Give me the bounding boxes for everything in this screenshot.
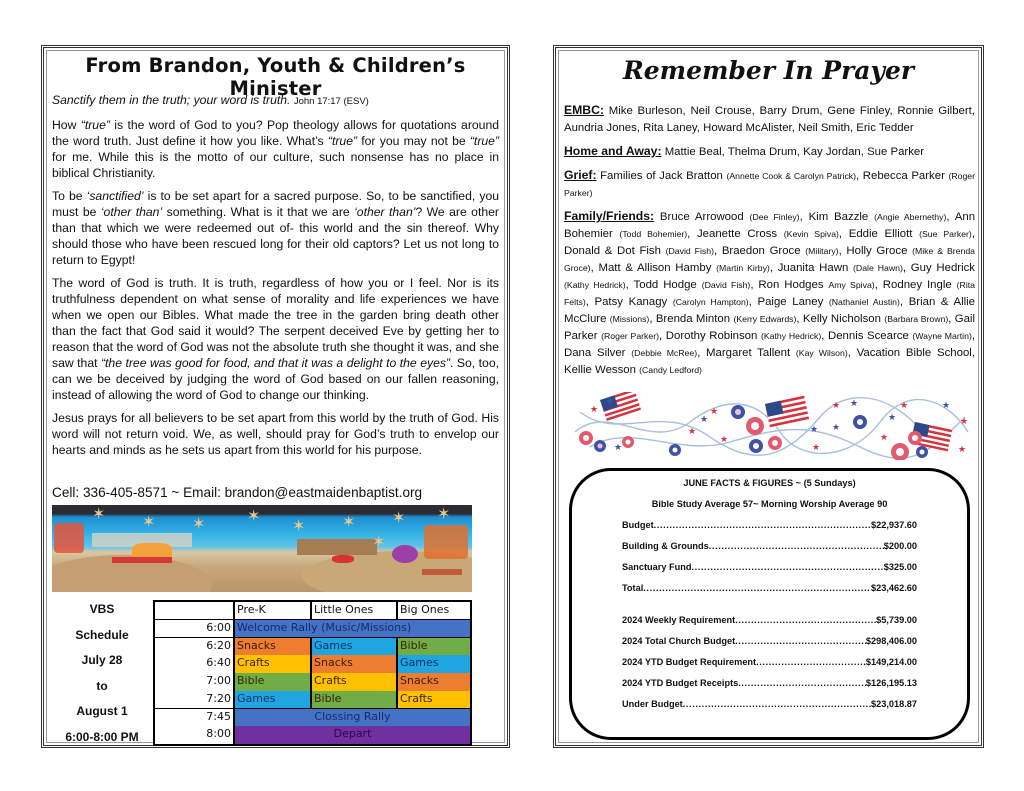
image-shape bbox=[297, 539, 377, 555]
vbs-time: 6:40 bbox=[155, 655, 235, 672]
prayer-name: , Kim Bazzle bbox=[799, 211, 875, 223]
prayer-name: , Braedon Groce bbox=[713, 245, 806, 257]
text-run: To be bbox=[52, 189, 87, 203]
ministers-note-panel bbox=[41, 45, 510, 748]
prayer-contact: (Nathaniel Austin) bbox=[828, 297, 900, 307]
vbs-label: VBS bbox=[89, 602, 115, 616]
fact-label: Sanctuary Fund bbox=[622, 562, 692, 572]
prayer-name: , Dana Silver bbox=[564, 330, 976, 359]
text-run: for you may not be bbox=[357, 134, 470, 148]
vbs-column-header: Pre-K bbox=[235, 602, 312, 619]
prayer-contact: (David Fish) bbox=[665, 246, 714, 256]
prayer-contact: (Kay Wilson) bbox=[795, 348, 848, 358]
prayer-name: , Donald & Dot Fish bbox=[564, 228, 975, 257]
scripture-verse bbox=[52, 92, 499, 110]
vbs-time-row bbox=[155, 638, 470, 655]
prayer-name: , Dennis Scearce bbox=[821, 330, 913, 342]
prayer-section bbox=[564, 208, 975, 379]
fact-row bbox=[622, 604, 917, 625]
emphasized-text: “true” bbox=[80, 118, 110, 132]
ministers-note-title: From Brandon, Youth & Children’s Minister bbox=[85, 54, 466, 100]
fact-row bbox=[622, 572, 917, 593]
prayer-category-label: Grief: bbox=[564, 168, 597, 182]
fact-row bbox=[622, 646, 917, 667]
emphasized-text: “true” bbox=[327, 134, 358, 148]
prayer-name: , Holly Groce bbox=[838, 245, 913, 257]
vbs-column-header bbox=[155, 602, 235, 619]
fact-row bbox=[622, 509, 917, 530]
prayer-contact: (David Fish) bbox=[701, 280, 751, 290]
fact-label: 2024 YTD Budget Requirement bbox=[622, 657, 757, 667]
vbs-time: 7:45 bbox=[155, 709, 235, 726]
starfish-icon: ✶ bbox=[437, 506, 451, 523]
svg-text:★: ★ bbox=[832, 423, 841, 433]
text-run: Jesus prays for all believers to be set apart from this world by the truth of God. His word will not return void. We, as well, should pray for God’s truth to envelop our hearts and minds as he sets us apart from this world for his purpose. bbox=[52, 411, 499, 457]
patriotic-flag-banner bbox=[570, 392, 970, 460]
prayer-contact: (Kathy Hedrick) bbox=[564, 280, 626, 290]
vbs-beach-stage-image bbox=[52, 505, 472, 592]
article-paragraph bbox=[52, 188, 499, 268]
prayer-contact: Amy Spiva) bbox=[828, 280, 875, 290]
vbs-time-row bbox=[155, 655, 470, 672]
svg-text:★: ★ bbox=[590, 405, 599, 415]
prayer-section bbox=[564, 167, 975, 202]
prayer-contact: (Sue Parker) bbox=[919, 229, 972, 239]
starfish-icon: ✶ bbox=[372, 534, 386, 551]
fact-value: $149,214.00 bbox=[865, 657, 917, 667]
attendance-summary: Bible Study Average 57~ Morning Worship Average 90 bbox=[651, 499, 888, 509]
fact-value: $298,406.00 bbox=[865, 636, 917, 646]
prayer-name: , Paige Laney bbox=[748, 296, 829, 308]
vbs-activity: Games bbox=[398, 655, 470, 672]
prayer-title: Remember In Prayer bbox=[622, 56, 915, 85]
dot-leader bbox=[691, 562, 883, 572]
verse-text: Sanctify them in the truth; your word is truth. bbox=[52, 93, 291, 107]
svg-text:★: ★ bbox=[900, 401, 909, 411]
vbs-activity: Bible bbox=[398, 638, 470, 655]
vbs-activity-span: Depart bbox=[235, 726, 470, 743]
dot-leader bbox=[709, 541, 884, 551]
vbs-header-row bbox=[155, 602, 470, 619]
prayer-contact: (Rita Felts) bbox=[564, 280, 975, 307]
prayer-contact: (Martin Kirby) bbox=[716, 263, 770, 273]
svg-text:★: ★ bbox=[812, 443, 821, 453]
svg-text:★: ★ bbox=[960, 417, 969, 427]
vbs-label: Schedule bbox=[75, 627, 129, 642]
fact-row bbox=[622, 530, 917, 551]
svg-text:★: ★ bbox=[942, 401, 951, 411]
offering-figures bbox=[622, 509, 917, 593]
fact-value: $200.00 bbox=[883, 541, 917, 551]
svg-text:★: ★ bbox=[700, 415, 709, 425]
vbs-schedule-table bbox=[153, 600, 472, 746]
emphasized-text: ‘sanctified’ bbox=[86, 189, 144, 203]
prayer-contact: (Military) bbox=[805, 246, 839, 256]
prayer-name: , Dorothy Robinson bbox=[659, 330, 761, 342]
prayer-contact: (Kevin Spiva) bbox=[783, 229, 839, 239]
text-run: is the word of God to you? Pop theology allows for quotations around the word truth. Just define it how you like. What’s bbox=[52, 118, 499, 148]
prayer-contact: (Wayne Martin) bbox=[912, 331, 972, 341]
fact-value: $325.00 bbox=[883, 562, 917, 572]
prayer-contact: (Barbara Brown) bbox=[884, 314, 949, 324]
prayer-category-label: Home and Away: bbox=[564, 144, 662, 158]
vbs-time-row bbox=[155, 620, 470, 637]
fact-value: $126,195.13 bbox=[865, 678, 917, 688]
prayer-contact: (Annette Cook & Carolyn Patrick) bbox=[726, 171, 857, 181]
vbs-activity-span: Clossing Rally bbox=[235, 709, 470, 726]
text-run: How bbox=[52, 118, 81, 132]
svg-text:★: ★ bbox=[880, 433, 889, 443]
emphasized-text: ‘other than’ bbox=[100, 205, 163, 219]
text-run: something. What is it that we are bbox=[162, 205, 355, 219]
prayer-category-label: EMBC: bbox=[564, 103, 604, 117]
vbs-activity: Crafts bbox=[398, 691, 470, 708]
svg-text:★: ★ bbox=[832, 401, 841, 411]
text-run: is to be set apart for a sacred purpose. So, to be sanctified, you must be bbox=[52, 189, 499, 219]
prayer-name: , Todd Hodge bbox=[625, 279, 702, 291]
prayer-panel bbox=[553, 45, 984, 748]
prayer-name: , Gail Parker bbox=[564, 313, 975, 342]
flower-icon bbox=[579, 405, 928, 460]
dot-leader bbox=[643, 583, 871, 593]
fact-row bbox=[622, 688, 917, 709]
prayer-section bbox=[564, 143, 975, 161]
vbs-time: 8:00 bbox=[155, 726, 235, 743]
fact-label: 2024 Total Church Budget bbox=[622, 636, 736, 646]
vbs-time: 7:00 bbox=[155, 673, 235, 690]
prayer-section bbox=[564, 102, 975, 137]
prayer-contact: (Debbie McRee) bbox=[631, 348, 698, 358]
svg-text:★: ★ bbox=[888, 413, 897, 423]
text-run: for me. While this is the motto of our culture, such nonsense has no place in biblical Christianity. bbox=[52, 150, 499, 180]
prayer-name: Bruce Arrowood bbox=[654, 211, 750, 223]
vbs-label: August 1 bbox=[76, 704, 128, 718]
ministers-article bbox=[52, 92, 499, 465]
starfish-icon: ✶ bbox=[342, 514, 356, 531]
prayer-contact: (Kathy Hedrick) bbox=[760, 331, 822, 341]
starfish-icon: ✶ bbox=[142, 514, 156, 531]
verse-reference: John 17:17 (ESV) bbox=[293, 96, 369, 107]
fact-value: $23,462.60 bbox=[871, 583, 917, 593]
emphasized-text: “true” bbox=[469, 134, 499, 148]
vbs-activity: Snacks bbox=[235, 638, 312, 655]
vbs-time: 7:20 bbox=[155, 691, 235, 708]
svg-text:★: ★ bbox=[720, 435, 729, 445]
svg-text:★: ★ bbox=[958, 445, 967, 455]
fact-row bbox=[622, 667, 917, 688]
fact-row bbox=[622, 551, 917, 572]
starfish-icon: ✶ bbox=[247, 508, 261, 525]
prayer-name: Mattie Beal, Thelma Drum, Kay Jordan, Sue Parker bbox=[661, 146, 925, 158]
vbs-activity: Bible bbox=[235, 673, 312, 690]
prayer-name: , Brian & Allie McClure bbox=[564, 296, 976, 325]
vbs-time-row bbox=[155, 726, 470, 743]
prayer-contact: (Missions) bbox=[609, 314, 650, 324]
fact-value: $23,018.87 bbox=[871, 699, 917, 709]
prayer-name: , Jeanette Cross bbox=[687, 228, 784, 240]
prayer-name: Mike Burleson, Neil Crouse, Barry Drum, Gene Finley, Ronnie Gilbert, Aundria Jones, Rita Laney, Howard McAlister, Neil Smith, Eric Tedder bbox=[564, 105, 975, 134]
emphasized-text: “the tree was good for food, and that it was a delight to the eyes” bbox=[100, 356, 450, 370]
prayer-contact: (Dee Finley) bbox=[749, 212, 800, 222]
dot-leader bbox=[756, 657, 866, 667]
vbs-time-row bbox=[155, 709, 470, 726]
image-shape bbox=[422, 569, 462, 575]
svg-text:★: ★ bbox=[810, 425, 819, 435]
prayer-name: Families of Jack Bratton bbox=[596, 170, 727, 182]
vbs-activity: Games bbox=[312, 638, 398, 655]
prayer-name: , Patsy Kanagy bbox=[585, 296, 673, 308]
vbs-activity: Crafts bbox=[312, 673, 398, 690]
facts-heading: JUNE FACTS & FIGURES ~ (5 Sundays) bbox=[683, 478, 856, 488]
prayer-name: , Brenda Minton bbox=[649, 313, 734, 325]
prayer-name: , Juanita Hawn bbox=[769, 262, 854, 274]
vbs-activity: Games bbox=[235, 691, 312, 708]
prayer-category-label: Family/Friends: bbox=[564, 209, 655, 223]
vbs-activity-span: Welcome Rally (Music/Missions) bbox=[235, 620, 470, 637]
vbs-time: 6:20 bbox=[155, 638, 235, 655]
vbs-label: 6:00-8:00 PM bbox=[65, 729, 139, 744]
image-shape bbox=[54, 523, 84, 553]
article-paragraph bbox=[52, 410, 499, 458]
fact-label: 2024 YTD Budget Receipts bbox=[622, 678, 739, 688]
prayer-contact: (Dale Hawn) bbox=[853, 263, 903, 273]
prayer-name: , Ann Bohemier bbox=[564, 211, 976, 240]
text-run: . So, too, can we be deceived by judging the word of God based on our fallen reasoning, instead of allowing the word of God to change our thinking. bbox=[52, 356, 499, 402]
dot-leader bbox=[735, 636, 866, 646]
starfish-icon: ✶ bbox=[392, 510, 406, 527]
starfish-icon: ✶ bbox=[192, 516, 206, 533]
dot-leader bbox=[735, 615, 876, 625]
image-shape bbox=[392, 545, 418, 563]
fact-label: Under Budget bbox=[622, 699, 683, 709]
fact-label: Building & Grounds bbox=[622, 541, 709, 551]
budget-figures bbox=[622, 604, 917, 709]
vbs-time: 6:00 bbox=[155, 620, 235, 637]
prayer-contact: (Kerry Edwards) bbox=[733, 314, 797, 324]
fact-label: 2024 Weekly Requirement bbox=[622, 615, 736, 625]
starfish-icon: ✶ bbox=[92, 506, 106, 523]
image-shape bbox=[332, 555, 354, 563]
image-shape bbox=[424, 525, 468, 559]
fact-label: Budget bbox=[622, 520, 654, 530]
vbs-activity: Snacks bbox=[312, 655, 398, 672]
prayer-contact: (Roger Parker) bbox=[601, 331, 660, 341]
fact-label: Total bbox=[622, 583, 644, 593]
svg-text:★: ★ bbox=[850, 399, 859, 409]
prayer-contact: (Roger Parker) bbox=[564, 171, 976, 198]
vbs-label: to bbox=[96, 678, 108, 693]
prayer-name: , Rodney Ingle bbox=[874, 279, 957, 291]
prayer-contact: (Todd Bohemier) bbox=[619, 229, 688, 239]
vbs-time-row bbox=[155, 673, 470, 690]
contact-info[interactable]: Cell: 336-405-8571 ~ Email: brandon@eastmaidenbaptist.org bbox=[52, 485, 423, 500]
fact-value: $22,937.60 bbox=[871, 520, 917, 530]
article-paragraph bbox=[52, 275, 499, 403]
text-run: ? We are other than that which we were redeemed out of- this world and the sin thereof. Why should those who have been rescued long for their old captors? Let us not long to return to Egypt! bbox=[52, 205, 499, 267]
svg-text:★: ★ bbox=[710, 407, 719, 417]
prayer-name: , Rebecca Parker bbox=[856, 170, 949, 182]
vbs-column-header: Big Ones bbox=[398, 602, 470, 619]
svg-text:★: ★ bbox=[606, 397, 615, 407]
prayer-name: , Guy Hedrick bbox=[902, 262, 975, 274]
svg-text:★: ★ bbox=[688, 427, 697, 437]
prayer-name: , Eddie Elliott bbox=[838, 228, 920, 240]
fact-value: $5,739.00 bbox=[876, 615, 917, 625]
prayer-name: , Ron Hodges bbox=[750, 279, 829, 291]
vbs-label: July 28 bbox=[81, 653, 123, 667]
image-shape bbox=[112, 557, 172, 563]
svg-text:★: ★ bbox=[614, 443, 623, 453]
prayer-contact: (Mike & Brenda Groce) bbox=[564, 246, 975, 273]
prayer-list bbox=[564, 102, 975, 385]
vbs-schedule-labels bbox=[52, 602, 152, 755]
prayer-contact: (Carolyn Hampton) bbox=[672, 297, 749, 307]
facts-and-figures-box bbox=[569, 468, 970, 740]
text-run: The word of God is truth. It is truth, regardless of how you or I feel. Nor is its truthfulness dependent on what sense of morality and life experiences we have when we open our Bibles. What made the tree in the garden bring death other than the fact that God said it would? The serpent deceived Eve by getting her to reason that the word of God was not the absolute truth she thought it was, and she saw that bbox=[52, 276, 499, 370]
vbs-activity: Bible bbox=[312, 691, 398, 708]
vbs-column-header: Little Ones bbox=[312, 602, 398, 619]
fact-row bbox=[622, 625, 917, 646]
article-paragraphs bbox=[52, 117, 499, 458]
prayer-name: , Matt & Allison Hamby bbox=[590, 262, 717, 274]
article-paragraph bbox=[52, 117, 499, 181]
prayer-name: , Vacation Bible School, Kellie Wesson bbox=[564, 347, 975, 376]
prayer-name: , Margaret Tallent bbox=[697, 347, 796, 359]
starfish-icon: ✶ bbox=[292, 518, 306, 535]
vbs-activity: Crafts bbox=[235, 655, 312, 672]
dot-leader bbox=[654, 520, 871, 530]
vbs-time-row bbox=[155, 691, 470, 708]
emphasized-text: ‘other than’ bbox=[354, 205, 416, 219]
dot-leader bbox=[683, 699, 871, 709]
prayer-contact: (Angie Abernethy) bbox=[874, 212, 947, 222]
prayer-contact: (Candy Ledford) bbox=[639, 365, 702, 375]
prayer-name: , Kelly Nicholson bbox=[796, 313, 885, 325]
vbs-activity: Snacks bbox=[398, 673, 470, 690]
dot-leader bbox=[738, 678, 866, 688]
